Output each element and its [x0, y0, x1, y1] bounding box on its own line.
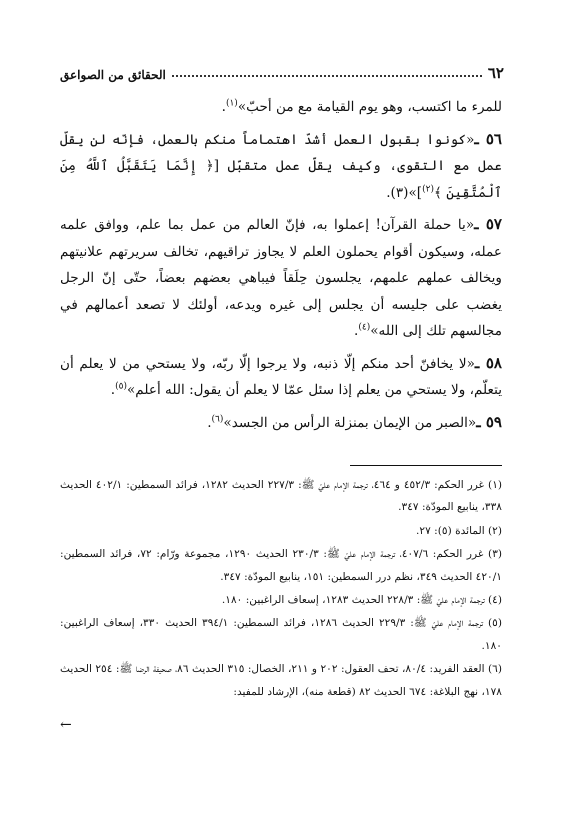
footnote: (٢) المائدة (٥): ٢٧.	[416, 524, 502, 537]
footnotes	[60, 474, 502, 704]
continuation-arrow-icon: ←	[60, 717, 72, 733]
footnote: (١) غرر الحكم: ٤٥٢/٣ و ٤٦٤، ترجمة الإمام عليّ ﷺ: ٢٢٧/٣ الحديث ١٢٨٢، فرائد السمطين: ٤٠٢/١ الحديث ٣٣٨، ينابيع المودّة: ٣٤٧.	[60, 479, 503, 514]
paragraph-text: «كونوا بقبول العمل أشدّ اهتماماً منكم بالعمل، فإنّه لن يقلّ عمل مع التقوى، وكيف يقلّ عمل متقبّل [﴿ إِنَّمَا يَتَقَبَّلُ ٱللَّهُ مِنَ ٱلْمُتَّقِينَ ﴾	[60, 131, 502, 201]
paragraph-tail: .	[207, 414, 212, 431]
paragraph-text: «يا حملة القرآن! إعملوا به، فإنّ العالم من عمل بما علم، ووافق علمه عمله، وسيكون أقوام يحملون العلم لا يجاوز تراقيهم، تخالف سريرتهم علانيتهم ويخالف عملهم علمهم، يجلسون حِلَقاً فيباهي بعضهم بعضاً، حتّى إنّ الرجل يغضب على جليسه أن يجلس إلى غيره ويدعه، أولئك لا تصعد أعمالهم في مجالسهم تلك إلى الله»	[60, 217, 502, 339]
paragraph-tail: .	[221, 99, 226, 115]
footnote-ref: (٤)	[358, 322, 371, 333]
footnote-ref: (١)	[225, 98, 238, 109]
footnote-ref: (٥)	[115, 381, 127, 392]
footnote-ref: (٦)	[211, 413, 224, 424]
page-header	[60, 60, 504, 82]
paragraph-tail: .	[354, 323, 359, 339]
paragraph	[60, 126, 502, 207]
paragraph	[60, 94, 502, 121]
page-number: ٦٢	[487, 64, 504, 82]
header-dotted-rule	[172, 75, 482, 77]
paragraph-tail: .	[110, 382, 116, 398]
footnote: (٣) غرر الحكم: ٤٠٧/٦، ترجمة الإمام عليّ ﷺ: ٢٣٠/٣ الحديث ١٢٩٠، مجموعة ورّام: ٧٢، فرائد السمطين: ٤٢٠/١ الحديث ٣٤٩، نظم درر السمطين: ١٥١، ينابيع المودّة: ٣٤٧.	[60, 548, 503, 583]
paragraph-tail: ]»(٣).	[386, 184, 423, 201]
footnote-ref: (٢)	[422, 183, 434, 194]
footnote-separator	[350, 465, 502, 466]
paragraph-text: للمرء ما اكتسب، وهو يوم القيامة مع من أحبّ»	[237, 99, 502, 115]
paragraph-text: «لا يخافنّ أحد منكم إلّا ذنبه، ولا يرجوا إلّا ربّه، ولا يستحي من لا يعلم أن يتعلّم، ولا يستحي من يعلم إذا سئل عمّا لا يعلم أن يقول: الله أعلم»	[60, 355, 502, 398]
hadith-number: ٥٩ ـ	[476, 412, 502, 431]
paragraph	[60, 409, 502, 437]
running-title: الحقائق من الصواعق	[60, 68, 166, 82]
footnote: (٦) العقد الفريد: ٨٠/٤، تحف العقول: ٢٠٢ و ٢١١، الخصال: ٣١٥ الحديث ٨٦، صحيفة الرضا ﷺ: ٢٥٤ الحديث ١٧٨، نهج البلاغة: ٦٧٤ الحديث ٨٢ (قطعة منه)، الإرشاد للمفيد:	[60, 663, 503, 698]
hadith-number: ٥٧ ـ	[474, 215, 502, 233]
paragraph	[60, 211, 502, 345]
footnote: (٥) ترجمة الإمام عليّ ﷺ: ٢٢٩/٣ الحديث ١٢٨٦، فرائد السمطين: ٣٩٤/١ الحديث ٣٣٠، إسعاف الراغبين: ١٨٠.	[60, 617, 502, 652]
hadith-number: ٥٨ ـ	[474, 353, 502, 372]
paragraph-text: «الصبر من الإيمان بمنزلة الرأس من الجسد»	[223, 414, 477, 431]
hadith-number: ٥٦ ـ	[474, 129, 502, 148]
footnote: (٤) ترجمة الإمام عليّ ﷺ: ٢٢٨/٣ الحديث ١٢٨٣، إسعاف الراغبين: ١٨٠.	[221, 594, 502, 607]
main-text	[60, 94, 502, 441]
paragraph	[60, 350, 502, 404]
